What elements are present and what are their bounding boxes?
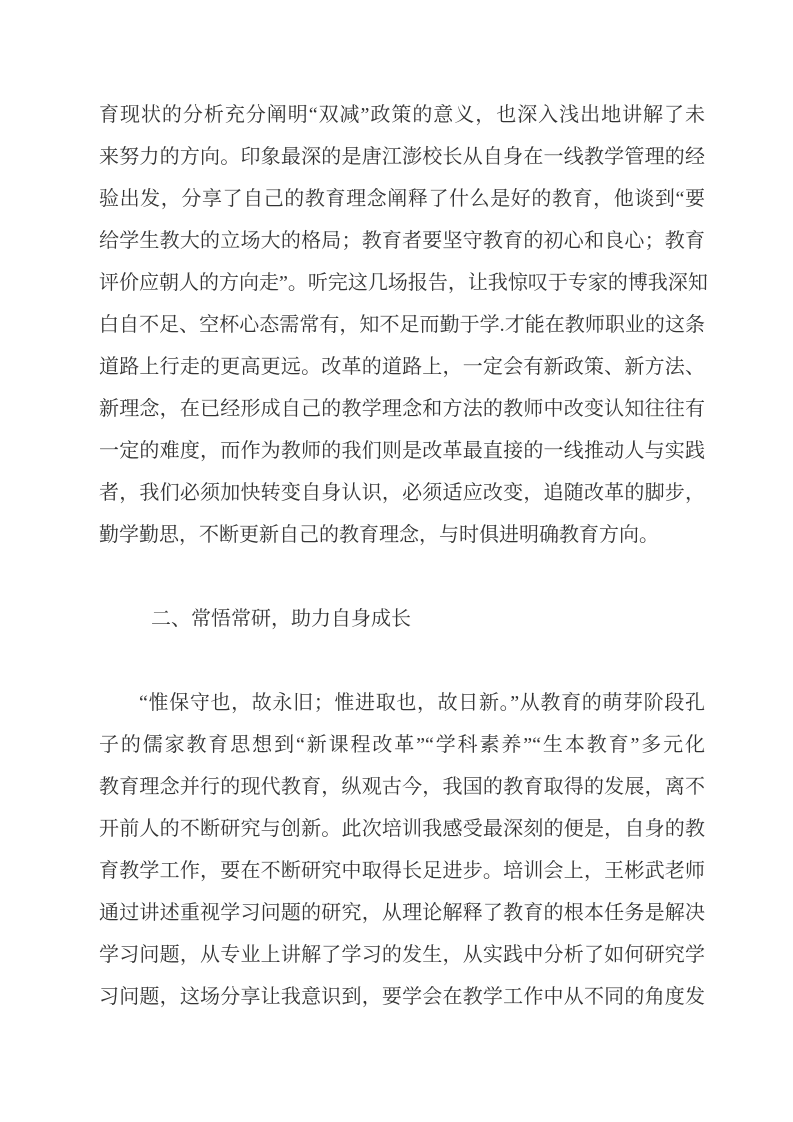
paragraph-continuation [99, 94, 708, 556]
text-line: 者，我们必须加快转变自身认识，必须适应改变，追随改革的脚步， [99, 482, 705, 504]
text-line: 一定的难度，而作为教师的我们则是改革最直接的一线推动人与实践 [99, 440, 705, 462]
text-line: 评价应朝人的方向走”。听完这几场报告，让我惊叹于专家的博我深知 [99, 272, 708, 294]
text-line: 勤学勤思，不断更新自己的教育理念，与时俱进明确教育方向。 [99, 524, 659, 546]
text-line: 验出发，分享了自己的教育理念阐释了什么是好的教育，他谈到“要 [99, 188, 705, 210]
text-line: 子的儒家教育思想到“新课程改革”“学科素养”“生本教育”多元化 [99, 734, 705, 756]
text-line: 育现状的分析充分阐明“双减”政策的意义，也深入浅出地讲解了未 [99, 104, 705, 126]
blank-line [99, 556, 705, 598]
blank-line [99, 640, 705, 682]
text-line: 开前人的不断研究与创新。此次培训我感受最深刻的便是，自身的教 [99, 818, 705, 840]
paragraph-body [99, 682, 705, 1018]
text-line: 习问题，这场分享让我意识到，要学会在教学工作中从不同的角度发 [99, 986, 705, 1008]
text-line: 通过讲述重视学习问题的研究，从理论解释了教育的根本任务是解决 [99, 902, 705, 924]
text-line: 道路上行走的更高更远。改革的道路上，一定会有新政策、新方法、 [99, 356, 705, 378]
text-line: “惟保守也，故永旧；惟进取也，故日新。”从教育的萌芽阶段孔 [139, 692, 705, 714]
section-heading: 二、常悟常研，助力自身成长 [151, 608, 411, 630]
text-line: 来努力的方向。印象最深的是唐江澎校长从自身在一线教学管理的经 [99, 146, 705, 168]
text-line: 给学生教大的立场大的格局；教育者要坚守教育的初心和良心；教育 [99, 230, 705, 252]
text-line: 教育理念并行的现代教育，纵观古今，我国的教育取得的发展，离不 [99, 776, 705, 798]
document-body [99, 94, 708, 1018]
text-line: 学习问题，从专业上讲解了学习的发生，从实践中分析了如何研究学 [99, 944, 705, 966]
text-line: 白自不足、空杯心态需常有，知不足而勤于学.才能在教师职业的这条 [99, 314, 705, 336]
text-line: 育教学工作，要在不断研究中取得长足进步。培训会上，王彬武老师 [99, 860, 705, 882]
text-line: 新理念，在已经形成自己的教学理念和方法的教师中改变认知往往有 [99, 398, 705, 420]
